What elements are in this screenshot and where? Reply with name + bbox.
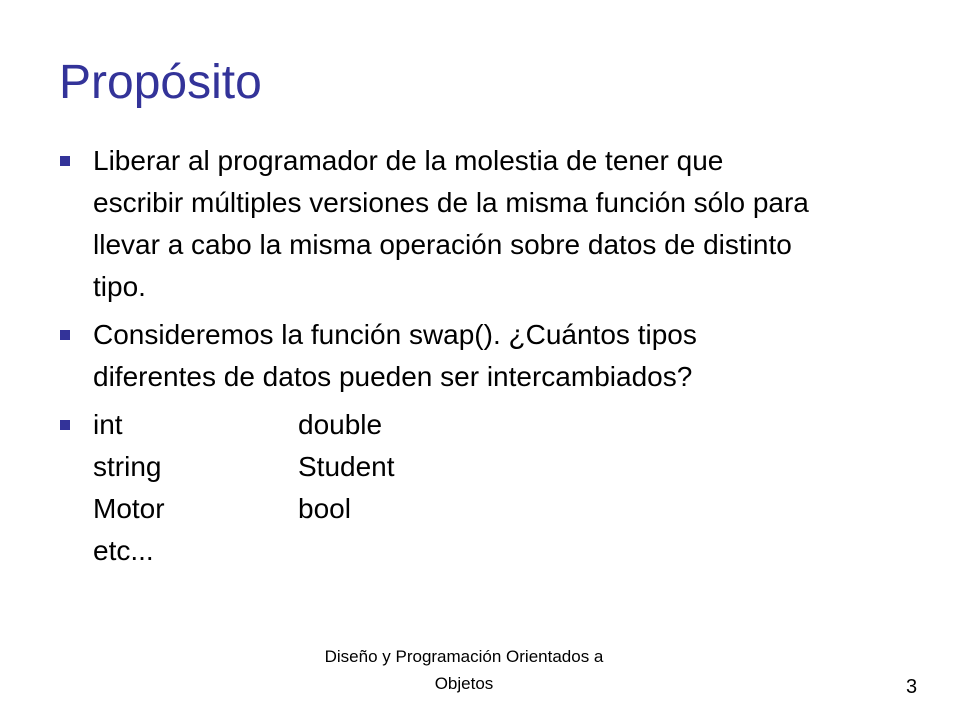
square-bullet-icon	[60, 156, 70, 166]
type-row	[93, 446, 920, 488]
type-name: Student	[298, 451, 395, 482]
slide-title: Propósito	[59, 56, 262, 109]
footer-line: Objetos	[434, 674, 494, 693]
type-row	[93, 488, 920, 530]
type-row	[93, 530, 920, 572]
type-name: string	[93, 451, 162, 482]
bullet-text-line: llevar a cabo la misma operación sobre datos de distinto	[93, 229, 792, 260]
bullet-text-line: diferentes de datos pueden ser intercambiados?	[93, 361, 693, 392]
type-name: Motor	[93, 493, 165, 524]
bullet-item	[60, 404, 920, 572]
type-name: etc...	[93, 535, 154, 566]
footer-text	[200, 643, 728, 697]
type-name: double	[298, 409, 383, 440]
type-name: int	[93, 409, 123, 440]
square-bullet-icon	[60, 420, 70, 430]
type-row	[93, 404, 920, 446]
bullet-text-line: tipo.	[93, 271, 146, 302]
bullet-text-line: Liberar al programador de la molestia de tener que	[93, 145, 724, 176]
footer-line: Diseño y Programación Orientados a	[324, 647, 604, 666]
bullet-item	[60, 140, 920, 308]
bullet-text-line: Consideremos la función swap(). ¿Cuántos tipos	[93, 319, 697, 350]
square-bullet-icon	[60, 330, 70, 340]
bullet-item	[60, 314, 920, 398]
bullet-text-line: escribir múltiples versiones de la misma función sólo para	[93, 187, 809, 218]
type-name: bool	[298, 493, 351, 524]
bullet-list	[60, 140, 920, 572]
slide-number: 3	[906, 676, 918, 698]
